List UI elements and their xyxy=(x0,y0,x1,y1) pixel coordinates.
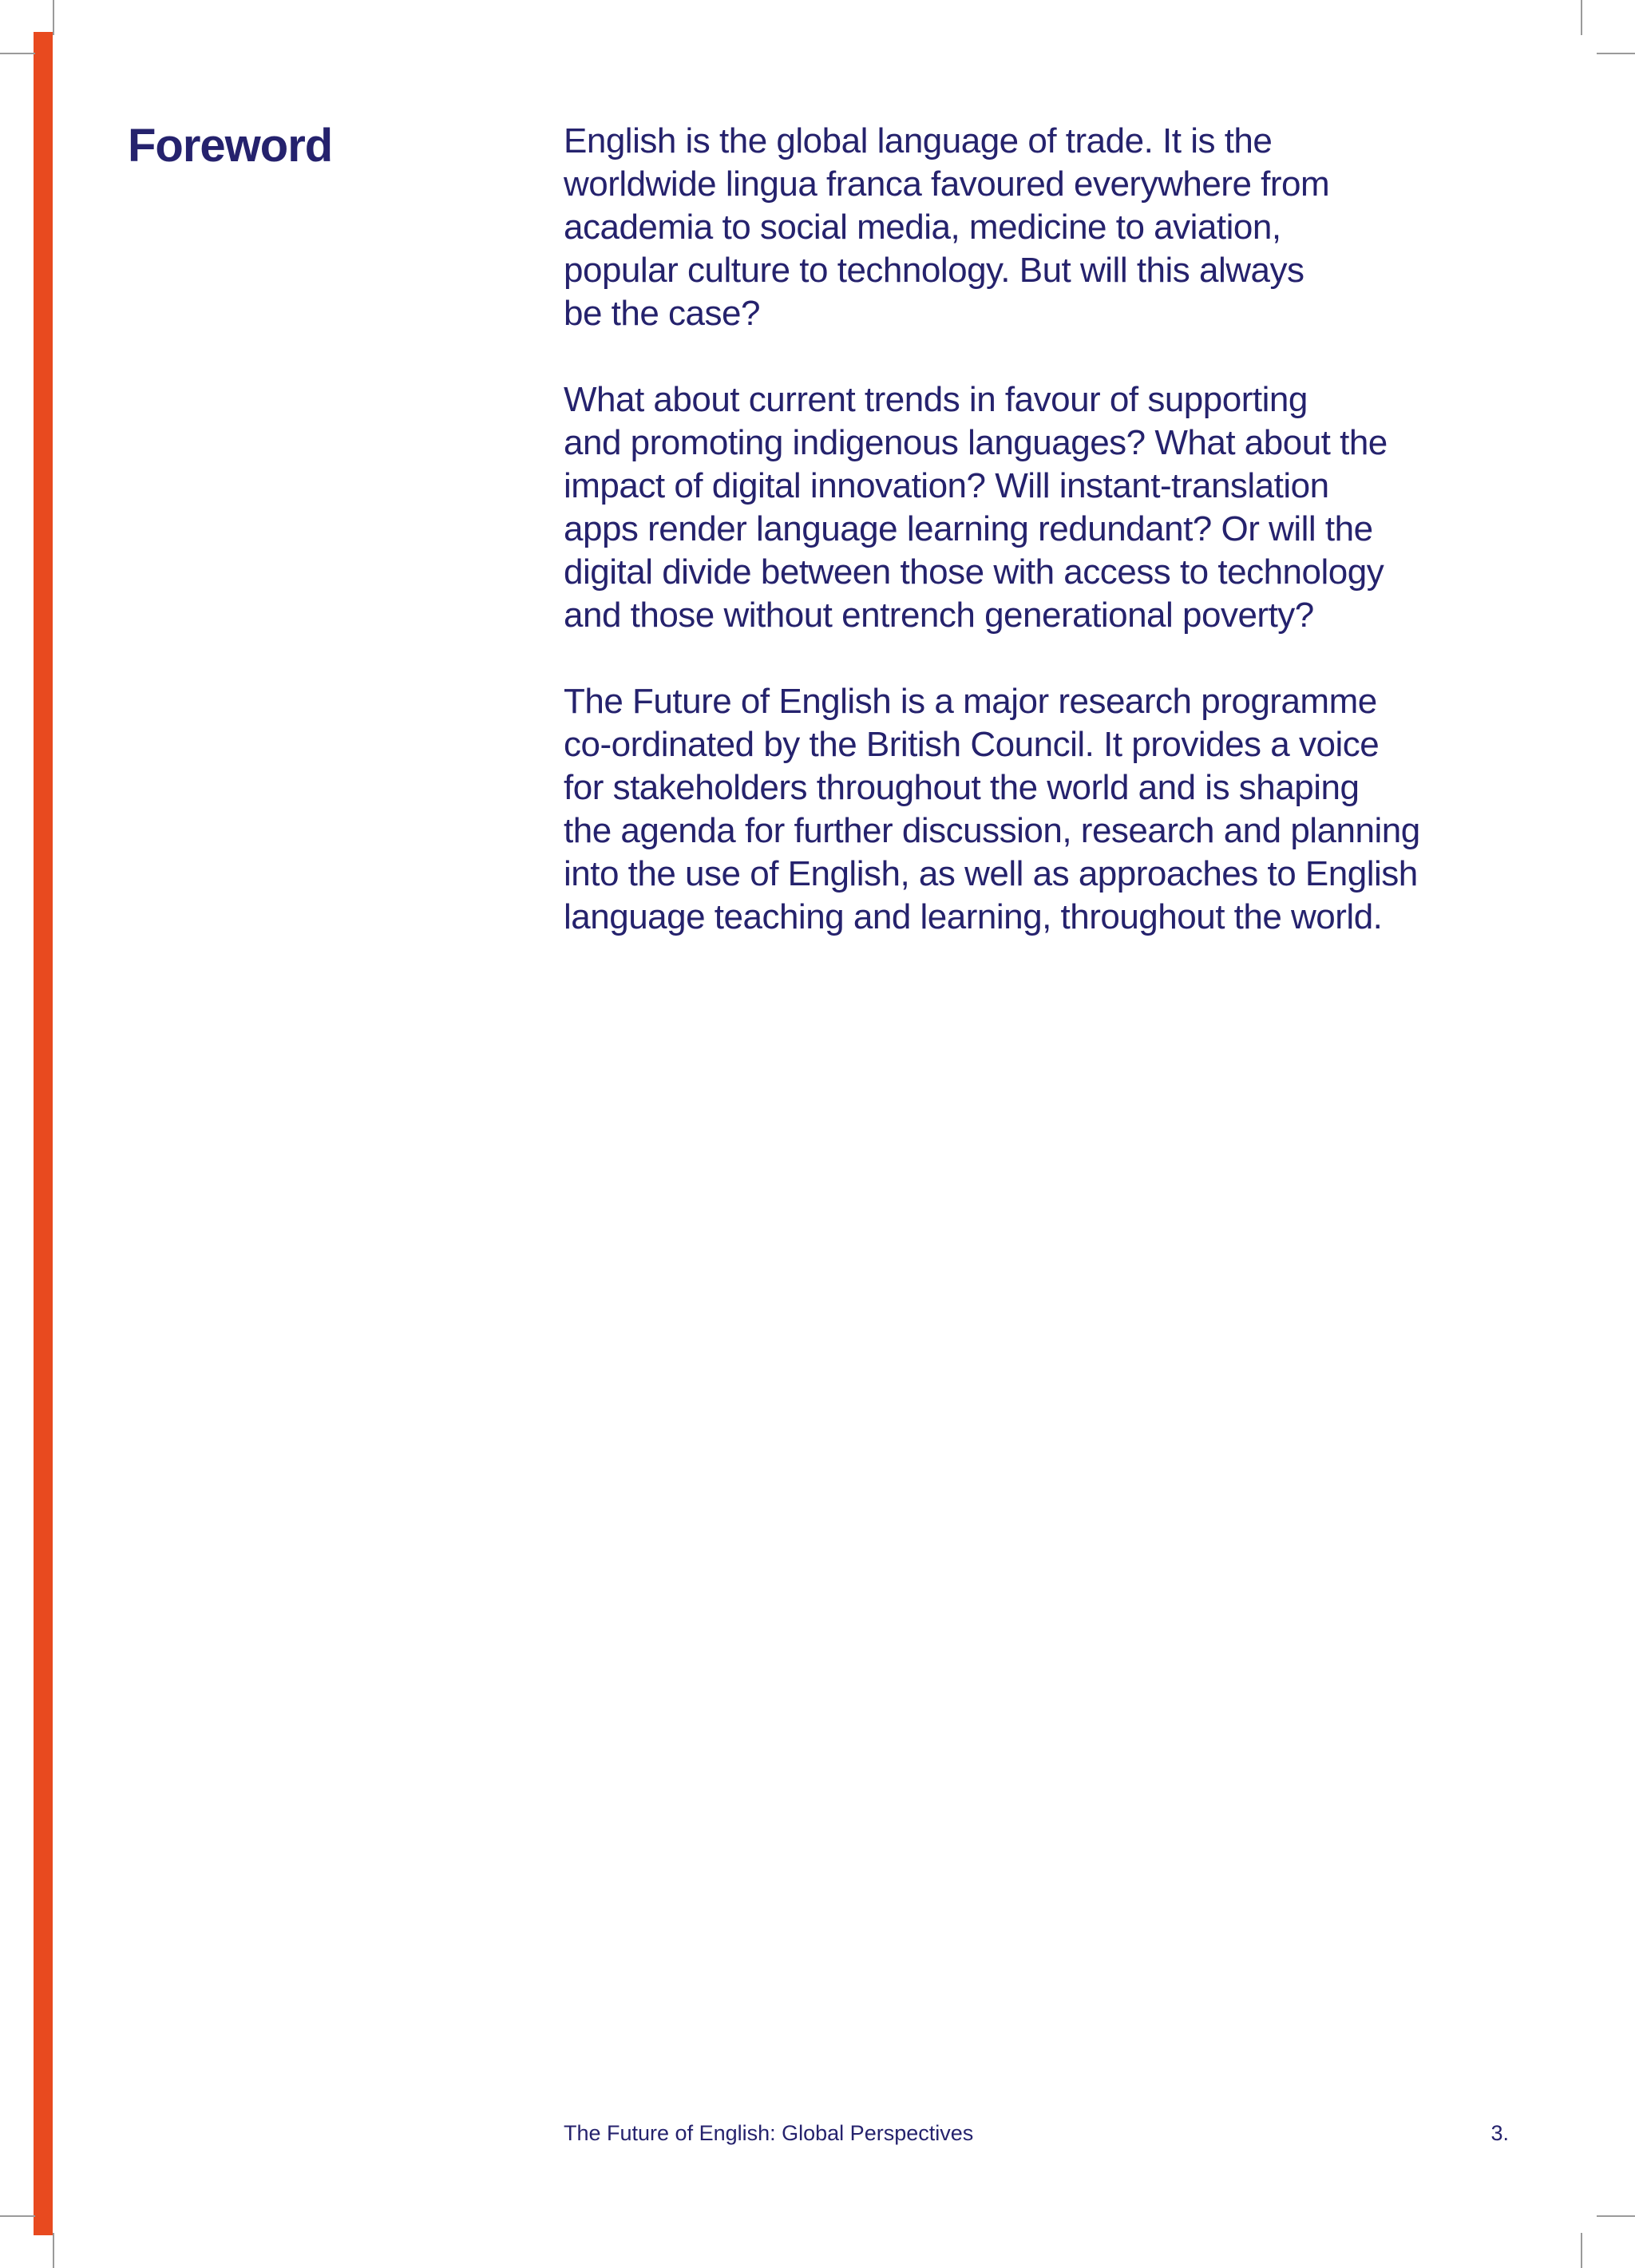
crop-mark-top-left-h xyxy=(0,53,35,54)
paragraph: The Future of English is a major research programme co-ordinated by the British Council. It provides a voice for stakeholders throughout the world and is shaping the agenda for further discussion, research and planning into the use of English, as well as approaches to English language teaching and learning, throughout the world. xyxy=(564,682,1420,936)
crop-mark-bottom-right xyxy=(1581,2233,1582,2268)
crop-mark-top-right xyxy=(1581,0,1582,35)
paragraph: What about current trends in favour of supporting and promoting indigenous languages? What about the impact of digital innovation? Will instant-translation apps render language learning redundant? Or will the digital divide between those with access to technology and those without entrench generational poverty? xyxy=(564,380,1388,635)
page-number: 3. xyxy=(1491,2121,1509,2145)
crop-mark-bottom-right-h xyxy=(1597,2215,1635,2217)
foreword-body xyxy=(564,120,1538,982)
page-title: Foreword xyxy=(128,120,333,172)
accent-bar xyxy=(34,32,53,2235)
crop-mark-bottom-left-h xyxy=(0,2215,35,2217)
crop-mark-bottom-left xyxy=(53,2233,54,2268)
paragraph: English is the global language of trade. It is the worldwide lingua franca favoured everywhere from academia to social media, medicine to aviation, popular culture to technology. But will this always be the case? xyxy=(564,121,1330,333)
footer-title: The Future of English: Global Perspectives xyxy=(564,2121,974,2145)
crop-mark-top-left xyxy=(53,0,54,35)
crop-mark-top-right-h xyxy=(1597,53,1635,54)
